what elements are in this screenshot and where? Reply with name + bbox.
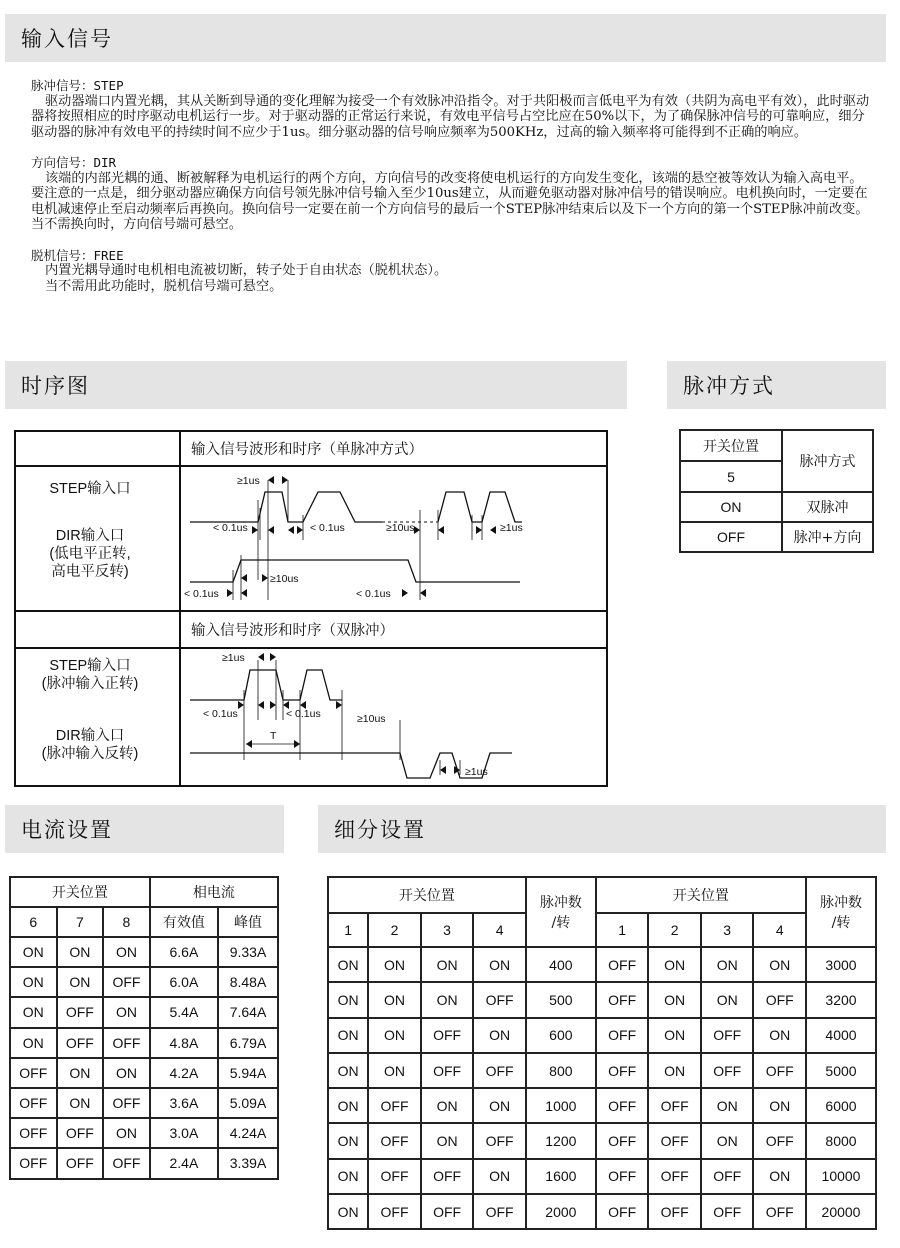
table-cell: 5.09A	[218, 1088, 278, 1118]
table-cell: ON	[328, 1053, 368, 1088]
table-cell: ON	[328, 947, 368, 982]
pulse-cell: 双脉冲	[782, 492, 873, 522]
table-cell: OFF	[57, 997, 104, 1027]
current-header	[5, 805, 284, 853]
current-h-switch: 开关位置	[10, 877, 150, 907]
table-cell: 6000	[806, 1088, 876, 1123]
arrow-icon	[241, 574, 268, 582]
micro-h-pulses	[526, 877, 596, 947]
dir-title: 方向信号：DIR	[31, 155, 117, 170]
pulse-mode-table	[679, 429, 874, 553]
table-cell: 800	[526, 1053, 596, 1088]
table-cell: OFF	[596, 1159, 649, 1194]
label-ge10us: ≥10us	[386, 522, 415, 534]
table-row	[10, 937, 278, 967]
table-cell: ON	[421, 947, 474, 982]
table-cell: 9.33A	[218, 937, 278, 967]
table-cell: OFF	[368, 1159, 421, 1194]
table-row	[10, 1028, 278, 1058]
current-col: 6	[10, 907, 57, 937]
table-row	[328, 1053, 876, 1088]
current-title: 电流设置	[21, 818, 113, 842]
table-cell: OFF	[753, 1123, 806, 1158]
table-cell: ON	[421, 982, 474, 1017]
table-row	[328, 1159, 876, 1194]
table-cell: 1200	[526, 1123, 596, 1158]
table-cell: ON	[57, 1058, 104, 1088]
table-cell: 10000	[806, 1159, 876, 1194]
table-cell: OFF	[421, 1018, 474, 1053]
label-ge10us: ≥10us	[270, 573, 299, 585]
table-cell: 6.0A	[150, 967, 218, 997]
table-row	[328, 947, 876, 982]
table-cell: OFF	[10, 1088, 57, 1118]
table-cell: OFF	[473, 982, 526, 1017]
step-waveform-single	[190, 492, 382, 522]
table-cell: 3200	[806, 982, 876, 1017]
table-cell: OFF	[57, 1028, 104, 1058]
table-cell: ON	[421, 1123, 474, 1158]
step2-input-label: (脉冲输入正转)	[41, 676, 139, 692]
arrow-icon	[227, 589, 247, 597]
micro-col: 2	[368, 913, 421, 947]
micro-h-pulses-2: /转	[551, 915, 571, 931]
table-cell: 5000	[806, 1053, 876, 1088]
table-cell: OFF	[10, 1148, 57, 1178]
table-cell: 4.2A	[150, 1058, 218, 1088]
table-cell: 4.24A	[218, 1118, 278, 1148]
dir-text: 该端的内部光耦的通、断被解释为电机运行的两个方向，方向信号的改变将使电机运行的方向发生变化，该端的悬空被等效认为输入高电平。要注意的一点是，细分驱动器应确保方向信号领先脉冲信号输入至少10us建立，从而避免驱动器对脉冲信号的错误响应。电机换向时，一定要在电机减速停止至启动频率后再换向。换向信号一定要在前一个方向信号的最后一个STEP脉冲结束后以及下一个方向的第一个STEP脉冲前改变。当不需换向时，方向信号端可悬空。	[31, 170, 869, 232]
table-row	[328, 982, 876, 1017]
table-cell: OFF	[57, 1118, 104, 1148]
table-cell: ON	[701, 1088, 754, 1123]
table-cell: OFF	[421, 1053, 474, 1088]
double-pulse-title: 输入信号波形和时序（双脉冲）	[191, 623, 394, 639]
micro-col: 2	[648, 913, 701, 947]
dir2-input-label: DIR输入口	[55, 728, 125, 744]
table-cell: 20000	[806, 1194, 876, 1229]
table-cell: OFF	[103, 967, 150, 997]
arrow-icon	[402, 589, 426, 597]
micro-h-pulses-2: /转	[831, 915, 851, 931]
table-cell: 1600	[526, 1159, 596, 1194]
dir2-input-label: (脉冲输入反转)	[41, 746, 139, 762]
table-row	[10, 1148, 278, 1178]
table-cell: OFF	[648, 1194, 701, 1229]
table-cell: OFF	[596, 1194, 649, 1229]
arrow-icon	[238, 701, 264, 709]
table-cell: 500	[526, 982, 596, 1017]
table-cell: 2000	[526, 1194, 596, 1229]
table-cell: ON	[648, 1053, 701, 1088]
micro-col: 4	[473, 913, 526, 947]
table-cell: 5.94A	[218, 1058, 278, 1088]
table-cell: OFF	[368, 1194, 421, 1229]
table-row	[10, 1088, 278, 1118]
table-cell: OFF	[596, 1053, 649, 1088]
current-table	[9, 876, 279, 1180]
table-cell: ON	[10, 1028, 57, 1058]
current-col: 8	[103, 907, 150, 937]
table-cell: ON	[648, 982, 701, 1017]
table-cell: OFF	[596, 982, 649, 1017]
table-cell: ON	[473, 1018, 526, 1053]
table-row	[328, 1088, 876, 1123]
table-cell: OFF	[596, 1018, 649, 1053]
arrow-icon	[252, 526, 274, 534]
table-row	[10, 1118, 278, 1148]
step2-input-label: STEP输入口	[49, 658, 131, 674]
micro-col: 4	[753, 913, 806, 947]
table-cell: OFF	[753, 1053, 806, 1088]
label-ge1us: ≥1us	[222, 652, 245, 664]
pulse-cell: 5	[680, 461, 782, 492]
table-cell: 3.6A	[150, 1088, 218, 1118]
table-cell: ON	[368, 947, 421, 982]
micro-h-pulses-1: 脉冲数	[820, 895, 862, 911]
table-cell: ON	[753, 1159, 806, 1194]
table-cell: 4000	[806, 1018, 876, 1053]
current-col: 峰值	[218, 907, 278, 937]
dir-waveform-single	[190, 560, 520, 582]
table-cell: ON	[57, 967, 104, 997]
free-line1: 内置光耦导通时电机相电流被切断，转子处于自由状态（脱机状态）。	[45, 263, 448, 278]
micro-col: 3	[421, 913, 474, 947]
micro-col: 1	[328, 913, 368, 947]
table-cell: 5.4A	[150, 997, 218, 1027]
table-cell: OFF	[753, 982, 806, 1017]
table-cell: OFF	[701, 1194, 754, 1229]
label-lt01us: < 0.1us	[356, 588, 391, 600]
microstep-title: 细分设置	[334, 818, 426, 842]
micro-col: 1	[596, 913, 649, 947]
table-cell: ON	[103, 997, 150, 1027]
step-waveform-double	[190, 670, 342, 700]
table-row	[10, 1058, 278, 1088]
pulse-cell: OFF	[680, 522, 782, 552]
table-cell: 3.39A	[218, 1148, 278, 1178]
table-cell: OFF	[421, 1194, 474, 1229]
table-cell: ON	[368, 982, 421, 1017]
table-cell: ON	[753, 947, 806, 982]
label-lt01us: < 0.1us	[310, 522, 345, 534]
step-title: 脉冲信号：STEP	[31, 78, 124, 93]
step-input-label: STEP输入口	[49, 481, 131, 497]
label-ge1us: ≥1us	[465, 766, 488, 778]
micro-h-switch: 开关位置	[596, 877, 806, 913]
table-cell: 6.6A	[150, 937, 218, 967]
table-cell: OFF	[57, 1148, 104, 1178]
table-cell: OFF	[648, 1088, 701, 1123]
table-cell: OFF	[701, 1053, 754, 1088]
arrow-icon	[258, 653, 276, 661]
table-cell: OFF	[596, 1088, 649, 1123]
micro-h-pulses-1: 脉冲数	[539, 895, 582, 911]
table-cell: OFF	[103, 1028, 150, 1058]
label-ge1us: ≥1us	[237, 475, 260, 487]
pulse-h-mode: 脉冲方式	[782, 430, 873, 492]
table-cell: 2.4A	[150, 1148, 218, 1178]
table-cell: OFF	[10, 1058, 57, 1088]
timing-title: 时序图	[21, 374, 90, 398]
table-cell: ON	[701, 1123, 754, 1158]
arrow-icon	[414, 526, 444, 534]
table-cell: ON	[10, 937, 57, 967]
table-cell: ON	[368, 1053, 421, 1088]
table-cell: ON	[648, 947, 701, 982]
table-row	[328, 1194, 876, 1229]
table-cell: ON	[648, 1018, 701, 1053]
dir-waveform-double	[190, 753, 512, 778]
micro-h-pulses	[806, 877, 876, 947]
table-cell: ON	[328, 1018, 368, 1053]
table-cell: OFF	[368, 1088, 421, 1123]
label-lt01us: < 0.1us	[286, 708, 321, 720]
current-col: 有效值	[150, 907, 218, 937]
current-col: 7	[57, 907, 104, 937]
table-cell: ON	[103, 1058, 150, 1088]
table-cell: ON	[753, 1018, 806, 1053]
pulse-cell: ON	[680, 492, 782, 522]
table-cell: ON	[701, 947, 754, 982]
table-row	[10, 997, 278, 1027]
table-row	[10, 967, 278, 997]
table-cell: 4.8A	[150, 1028, 218, 1058]
current-h-current: 相电流	[150, 877, 278, 907]
table-cell: OFF	[473, 1053, 526, 1088]
table-cell: OFF	[10, 1118, 57, 1148]
input-signal-title: 输入信号	[21, 27, 113, 51]
pulse-mode-title: 脉冲方式	[683, 374, 775, 398]
table-cell: 600	[526, 1018, 596, 1053]
table-cell: OFF	[473, 1123, 526, 1158]
table-cell: OFF	[103, 1088, 150, 1118]
table-cell: OFF	[596, 1123, 649, 1158]
table-cell: ON	[473, 1159, 526, 1194]
table-cell: 8000	[806, 1123, 876, 1158]
table-cell: 6.79A	[218, 1028, 278, 1058]
table-cell: ON	[57, 1088, 104, 1118]
label-ge1us: ≥1us	[500, 522, 523, 534]
free-title: 脱机信号：FREE	[31, 247, 124, 263]
dir-input-label: 高电平反转)	[51, 564, 129, 580]
table-cell: ON	[328, 1159, 368, 1194]
table-cell: OFF	[368, 1123, 421, 1158]
label-lt01us: < 0.1us	[213, 522, 248, 534]
table-cell: OFF	[473, 1194, 526, 1229]
table-cell: ON	[328, 1194, 368, 1229]
dir-input-label: (低电平正转,	[49, 546, 131, 562]
table-cell: ON	[473, 1088, 526, 1123]
table-cell: ON	[10, 967, 57, 997]
table-cell: ON	[10, 997, 57, 1027]
table-cell: OFF	[753, 1194, 806, 1229]
table-cell: ON	[421, 1088, 474, 1123]
table-cell: ON	[368, 1018, 421, 1053]
table-cell: ON	[103, 1118, 150, 1148]
micro-col: 3	[701, 913, 754, 947]
table-cell: ON	[701, 982, 754, 1017]
table-cell: OFF	[596, 947, 649, 982]
table-cell: OFF	[701, 1018, 754, 1053]
micro-h-switch: 开关位置	[328, 877, 526, 913]
microstep-header	[318, 805, 886, 853]
table-cell: 3000	[806, 947, 876, 982]
table-row	[328, 1123, 876, 1158]
table-cell: OFF	[421, 1159, 474, 1194]
microstep-table	[327, 876, 877, 1230]
label-ge10us: ≥10us	[357, 713, 386, 725]
table-cell: 8.48A	[218, 967, 278, 997]
table-cell: OFF	[648, 1123, 701, 1158]
table-cell: 400	[526, 947, 596, 982]
dir-input-label: DIR输入口	[55, 528, 125, 544]
table-cell: ON	[103, 937, 150, 967]
arrow-icon	[288, 526, 303, 534]
table-cell: ON	[328, 1088, 368, 1123]
single-pulse-title: 输入信号波形和时序（单脉冲方式）	[191, 442, 423, 458]
arrow-icon	[476, 526, 496, 534]
table-cell: OFF	[701, 1159, 754, 1194]
label-T: T	[270, 730, 277, 742]
table-cell: OFF	[103, 1148, 150, 1178]
table-row	[328, 1018, 876, 1053]
table-cell: ON	[328, 982, 368, 1017]
free-line2: 当不需用此功能时，脱机信号端可悬空。	[45, 278, 283, 294]
table-cell: OFF	[648, 1159, 701, 1194]
label-lt01us: < 0.1us	[203, 708, 238, 720]
table-cell: ON	[328, 1123, 368, 1158]
step-text: 驱动器端口内置光耦，其从关断到导通的变化理解为接受一个有效脉冲沿指令。对于共阳极而言低电平为有效（共阴为高电平有效），此时驱动器将按照相应的时序驱动电机运行一步。对于驱动器的正常运行来说，有效电平信号占空比应在50%以下，为了确保脉冲信号的可靠响应，细分驱动器的脉冲有效电平的持续时间不应少于1us。细分驱动器的信号响应频率为500KHz，过高的输入频率将可能得到不正确的响应。	[31, 93, 870, 140]
table-cell: ON	[753, 1088, 806, 1123]
pulse-h-switch: 开关位置	[680, 430, 782, 461]
table-cell: 7.64A	[218, 997, 278, 1027]
table-cell: ON	[473, 947, 526, 982]
table-cell: ON	[57, 937, 104, 967]
pulse-cell: 脉冲+方向	[782, 522, 873, 552]
table-cell: 1000	[526, 1088, 596, 1123]
table-cell: 3.0A	[150, 1118, 218, 1148]
arrow-icon	[268, 476, 288, 484]
label-lt01us: < 0.1us	[184, 588, 219, 600]
